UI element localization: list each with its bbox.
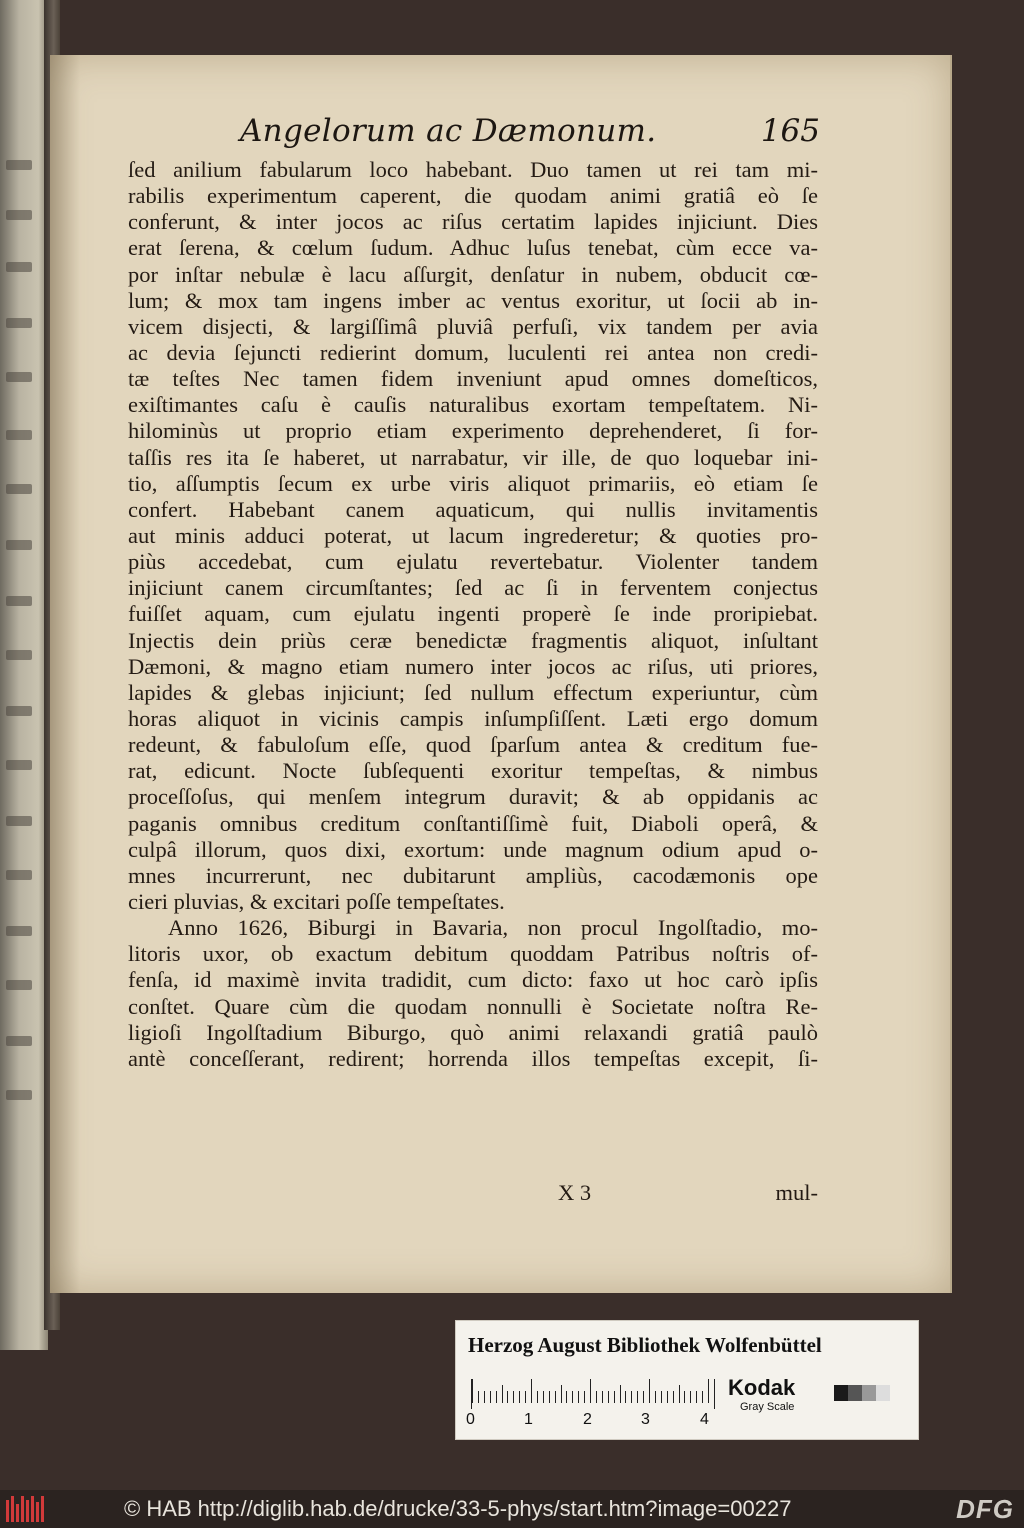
ruler-label: 1 [524,1411,533,1428]
text-line: conſtet. Quare cùm die quodam nonnulli è Societate noſtra Re- [128,993,818,1019]
color-scale-card [455,1320,919,1440]
text-line: tio, aſſumptis ſecum ex urbe viris aliquot primariis, eò etiam ſe [128,470,818,496]
footer-bar [0,1490,1024,1528]
text-line: fuiſſet aquam, cum ejulatu ingenti properè ſe inde proripiebat. [128,601,818,627]
ruler-tick [631,1391,632,1403]
text-line: Injectis dein priùs ceræ benedictæ fragmentis aliquot, inſultant [128,627,818,653]
text-line: ac devia ſejuncti redierint domum, luculenti rei antea non credi- [128,339,818,365]
ruler-tick [702,1391,703,1403]
text-line: conferunt, & inter jocos ac riſus certatim lapides injiciunt. Dies [128,209,818,235]
signature-row [128,1180,818,1210]
text-line: mnes incurrerunt, nec dubitarunt ampliùs, cacodæmonis ope [128,862,818,888]
ruler-tick [667,1391,668,1403]
text-line: por inſtar nebulæ è lacu aſſurgit, denſatur in nubem, obducit cœ- [128,261,818,287]
page-number: 165 [760,113,820,149]
ruler-tick [519,1391,520,1403]
text-line: erat ſerena, & cœlum ſudum. Adhuc luſus tenebat, cùm ecce va- [128,235,818,261]
ruler-label: 0 [466,1411,475,1428]
ruler-tick [602,1391,603,1403]
text-line: lapides & glebas injiciunt; ſed nullum effectum experiuntur, cùm [128,679,818,705]
ruler-tick [596,1391,597,1403]
ruler-tick [649,1379,650,1403]
ruler-tick [690,1391,691,1403]
ruler-tick [673,1391,674,1403]
gray-scale-label: Gray Scale [740,1401,795,1413]
ruler-tick [614,1391,615,1403]
text-line: exiſtimantes caſu è cauſis naturalibus exortam tempeſtatem. Ni- [128,392,818,418]
ruler-tick [537,1391,538,1403]
ruler-tick [584,1391,585,1403]
text-line: vicem disjecti, & largiſſimâ pluviâ perfuſi, vix tandem per avia [128,313,818,339]
dfg-logo: DFG [956,1494,1014,1524]
text-line: culpâ illorum, quos dixi, exortum: unde magnum odium apud o- [128,836,818,862]
text-line: aut minis adduci poterat, ut lacum ingrederetur; & quoties pro- [128,522,818,548]
ruler-tick [572,1391,573,1403]
text-line: antè conceſſerant, redirent; horrenda illos tempeſtas excepit, ſi- [128,1045,818,1071]
ruler-label: 3 [641,1411,650,1428]
ruler-tick [708,1379,709,1403]
ruler-tick [490,1391,491,1403]
ruler-labels [466,1411,716,1433]
text-line: litoris uxor, ob exactum debitum quoddam Patribus noſtris of- [128,941,818,967]
page-header [240,113,820,157]
running-title: Angelorum ac Dæmonum. [240,113,657,149]
body-text [128,157,818,1072]
ruler-tick [696,1391,697,1403]
ruler-tick [513,1391,514,1403]
ruler [471,1379,715,1409]
text-line: injiciunt canem circumſtantes; ſed ac ſi in ferventem conjectus [128,575,818,601]
ruler-tick [531,1379,532,1403]
ruler-tick [496,1391,497,1403]
text-line: horas aliquot in vicinis campis inſumpſiſſent. Læti ergo domum [128,705,818,731]
ruler-tick [507,1391,508,1403]
ruler-tick [549,1391,550,1403]
text-line: ſed anilium fabularum loco habebant. Duo tamen ut rei tam mi- [128,157,818,182]
ruler-tick [484,1391,485,1403]
text-line: fenſa, id maximè invita tradidit, cum dicto: faxo ut hoc carò ipſis [128,967,818,993]
book-page [50,55,952,1293]
gray-swatches [834,1385,890,1401]
ruler-tick [590,1379,591,1403]
ruler-tick [608,1391,609,1403]
text-line: lum; & mox tam ingens imber ac ventus exoritur, ut ſocii ab in- [128,287,818,313]
ruler-tick [566,1391,567,1403]
ruler-tick [555,1391,556,1403]
text-line: taſſis res ita ſe haberet, ut narrabatur, vir ille, de quo loquebar ini- [128,444,818,470]
text-line: ligioſi Ingolſtadium Biburgo, quò animi relaxandi gratiâ paulò [128,1019,818,1045]
text-line: piùs accedebat, cum ejulatu revertebatur. Violenter tandem [128,549,818,575]
ruler-label: 2 [583,1411,592,1428]
ruler-tick [661,1391,662,1403]
text-line: redeunt, & fabuloſum eſſe, quod ſparſum antea & creditum fue- [128,732,818,758]
ruler-tick [525,1391,526,1403]
ruler-tick [625,1391,626,1403]
ruler-label: 4 [700,1411,709,1428]
ruler-tick [502,1385,503,1403]
text-line: confert. Habebant canem aquaticum, qui nullis invitamentis [128,496,818,522]
page-fold-shadow [50,55,80,1293]
ruler-tick [684,1391,685,1403]
text-line: proceſſoſus, qui menſem integrum duravit; & ab oppidanis ac [128,784,818,810]
text-line: tæ teſtes Nec tamen fidem inveniunt apud omnes domeſticos, [128,366,818,392]
ruler-tick [637,1391,638,1403]
signature-mark: X 3 [558,1180,592,1205]
ruler-tick [643,1391,644,1403]
text-line: Dæmoni, & magno etiam numero inter jocos ac riſus, uti priores, [128,653,818,679]
text-line: rat, edicunt. Nocte ſubſequenti exoritur tempeſtas, & nimbus [128,758,818,784]
ruler-tick [655,1391,656,1403]
text-line: Anno 1626, Biburgi in Bavaria, non procul Ingolſtadio, mo- [168,915,818,941]
text-line: hilominùs ut proprio etiam experimento deprehenderet, ſi for- [128,418,818,444]
text-line: paganis omnibus creditum conſtantiſſimè fuit, Diaboli operâ, & [128,810,818,836]
ruler-tick [679,1385,680,1403]
ruler-tick [561,1385,562,1403]
ruler-tick [472,1379,473,1403]
barcode-icon [6,1496,46,1522]
text-line: cieri pluvias, & excitari poſſe tempeſtates. [128,888,505,914]
kodak-logo: Kodak [728,1375,796,1400]
ruler-tick [620,1385,621,1403]
copyright-link[interactable]: © HAB http://diglib.hab.de/drucke/33-5-phys/start.htm?image=00227 [124,1496,792,1521]
library-name: Herzog August Bibliothek Wolfenbüttel [468,1333,822,1357]
ruler-tick [578,1391,579,1403]
ruler-tick [543,1391,544,1403]
left-page-edge [0,0,48,1350]
ruler-tick [478,1391,479,1403]
catchword: mul- [775,1180,818,1205]
text-line: rabilis experimentum caperent, die quodam animi gratiâ eò ſe [128,183,818,209]
